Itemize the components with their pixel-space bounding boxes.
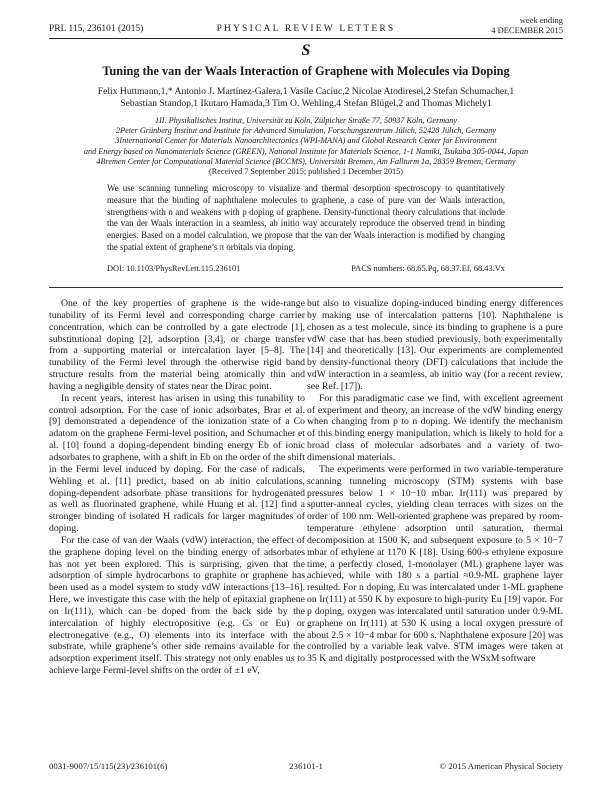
date: 4 DECEMBER 2015 bbox=[491, 24, 563, 35]
affiliation-line: 2Peter Grünberg Institut and Institute for Advanced Simulation, Forschungszentrum Jülich, 52428 Jülich, Germany bbox=[116, 126, 496, 136]
paragraph: but also to visualize doping-induced binding energy differences by making use of intercalation patterns [10]. Naphthalene is chosen as a test molecule, since its binding to graphene is a pure vdW case that has been studied previously, both experimentally [14] and theoretically [13]. Our experiments are complemented by density-functional theory (DFT) calculations that include the vdW interaction in a seamless, ab initio way (for a recent review, see Ref. [17]). bbox=[307, 298, 563, 392]
journal-logo-icon: S bbox=[301, 42, 311, 59]
paragraph: In recent years, interest has arisen in using this tunability to control adsorption. For the case of ionic adsorbates, Brar et al. [9] demonstrated a dependence of the ionization state of a Co adatom on the graphene Fermi-level position, and Schumacher et al. [10] found a doping-dependent binding energy Eb of ionic adsorbates to graphene, with a shift in Eb on the order of the shift in the Fermi level induced by doping. For the case of radicals, Wehling et al. [11] predict, based on ab initio calculations, doping-dependent adsorbate phase transitions for hydrogenated as well as fluorinated graphene, while Huang et al. [12] find a stronger binding of isolated H radicals for larger magnitudes of doping. bbox=[49, 392, 305, 535]
journal-name: PHYSICAL REVIEW LETTERS bbox=[216, 24, 396, 34]
pacs-numbers: PACS numbers: 68.65.Pq, 68.37.Ef, 68.43.Vx bbox=[351, 264, 505, 273]
doi-link[interactable]: DOI: 10.1103/PhysRevLett.115.236101 bbox=[107, 264, 241, 273]
affiliation-line: 3International Center for Materials Nanoarchitectonics (WPI-MANA) and Global Research Center for Environment bbox=[115, 136, 497, 146]
paragraph: One of the key properties of graphene is the wide-range tunability of its Fermi level and corresponding charge carrier concentration, which can be controlled by a gate electrode [1], substitutional doping [2], adsorption [3,4], or charge transfer from a supporting material or intercalation layer [5–8]. The tunability of the Fermi level through the otherwise rigid band structure results from the material being atomically thin and having a negligible density of states near the Dirac point. bbox=[49, 298, 305, 392]
author-list bbox=[70, 86, 542, 110]
author-line: Felix Huttmann,1,* Antonio J. Martínez-Galera,1 Vasile Caciuc,2 Nicolae Atodiresei,2 Stefan Schumacher,1 bbox=[97, 86, 515, 97]
copyright: © 2015 American Physical Society bbox=[439, 761, 563, 771]
affiliation-line: 4Bremen Center for Computational Material Science (BCCMS), Universität Bremen, Am Fallturm 1a, 28359 Bremen, Germany bbox=[96, 156, 516, 166]
paper-title: Tuning the van der Waals Interaction of Graphene with Molecules via Doping bbox=[102, 64, 510, 78]
divider bbox=[49, 287, 563, 288]
affiliation-line: and Energy based on Nanomaterials Science (GREEN), National Institute for Materials Science, 1-1 Namiki, Tsukuba 305-0044, Japan bbox=[83, 146, 529, 156]
paragraph: For this paradigmatic case we find, with excellent agreement of experiment and theory, an increase of the vdW binding energy when changing from p to n doping. We identify the mechanism of this binding energy manipulation, which is likely to hold for a broad class of molecular adsorbates and a variety of two-dimensional materials. bbox=[307, 392, 563, 463]
page-number: 236101-1 bbox=[289, 761, 323, 771]
footer-issn: 0031-9007/15/115(23)/236101(6) bbox=[49, 761, 168, 771]
author-line: Sebastian Standop,1 Ikutaro Hamada,3 Tim O. Wehling,4 Stefan Blügel,2 and Thomas Michely1 bbox=[120, 98, 492, 109]
affiliation-line: 1II. Physikalisches Institut, Universität zu Köln, Zülpicher Straße 77, 50937 Köln, Germany bbox=[154, 116, 457, 125]
issue-date bbox=[491, 16, 563, 35]
received-date: (Received 7 September 2015; published 1 December 2015) bbox=[209, 167, 403, 177]
right-column bbox=[307, 298, 563, 665]
week-ending-label: week ending bbox=[519, 15, 563, 25]
affiliations bbox=[40, 116, 572, 177]
abstract: We use scanning tunneling microscopy to visualize and thermal desorption spectroscopy to quantitatively measure that the binding of naphthalene molecules to graphene, a case of pure van der Waals interaction, strengthens with n and weakens with p doping of graphene. Density-functional theory calculations that include the van der Waals interaction in a seamless, ab initio way accurately reproduce the observed trend in binding energies. Based on a model calculation, we propose that the van der Waals interaction is modified by changing the spatial extent of graphene’s π orbitals via doping. bbox=[107, 183, 505, 252]
paragraph: For the case of van der Waals (vdW) interaction, the effect of the graphene doping level on the binding energy of adsorbates has not yet been explored. This is surprising, given that the adsorption of simple hydrocarbons to graphite or graphene has been used as a model system to study vdW interactions [13–16]. Here, we investigate this case with the help of epitaxial graphene on Ir(111), which can be doped from the back side by the intercalation of highly electropositive (e.g. Cs or Eu) or electronegative (e.g., O) elements into its interface with the substrate, while graphene’s other side remains available for the adsorption experiment itself. This strategy not only enables us to achieve large Fermi-level shifts on the order of ±1 eV, bbox=[49, 534, 305, 677]
paragraph: The experiments were performed in two variable-temperature scanning tunneling microscopy (STM) systems with base pressures below 1 × 10−10 mbar. Ir(111) was prepared by sputter-anneal cycles, yielding clean terraces with sizes on the order of 100 nm. Well-oriented graphene was prepared by room-temperature ethylene adsorption until saturation, thermal decomposition at 1500 K, and subsequent exposure to 5 × 10−7 mbar of ethylene at 1170 K [18]. Using 600-s ethylene exposure time, a perfectly closed, 1-monolayer (ML) graphene layer was achieved, while with 180 s a partial ≈0.9-ML graphene layer resulted. For n doping, Eu was intercalated under 1-ML graphene on Ir(111) at 550 K by exposure to high-purity Eu [19] vapor. For p doping, oxygen was intercalated until saturation under 0.9-ML graphene on Ir(111) at 530 K using a local oxygen pressure of about 2.5 × 10−4 mbar for 600 s. Naphthalene exposure [20] was controlled by a variable leak valve. STM images were taken at 35 K and digitally postprocessed with the WSxM software bbox=[307, 463, 563, 665]
running-header bbox=[49, 16, 563, 39]
page-footer bbox=[49, 761, 563, 773]
citation: PRL 115, 236101 (2015) bbox=[49, 24, 144, 34]
left-column bbox=[49, 298, 305, 677]
